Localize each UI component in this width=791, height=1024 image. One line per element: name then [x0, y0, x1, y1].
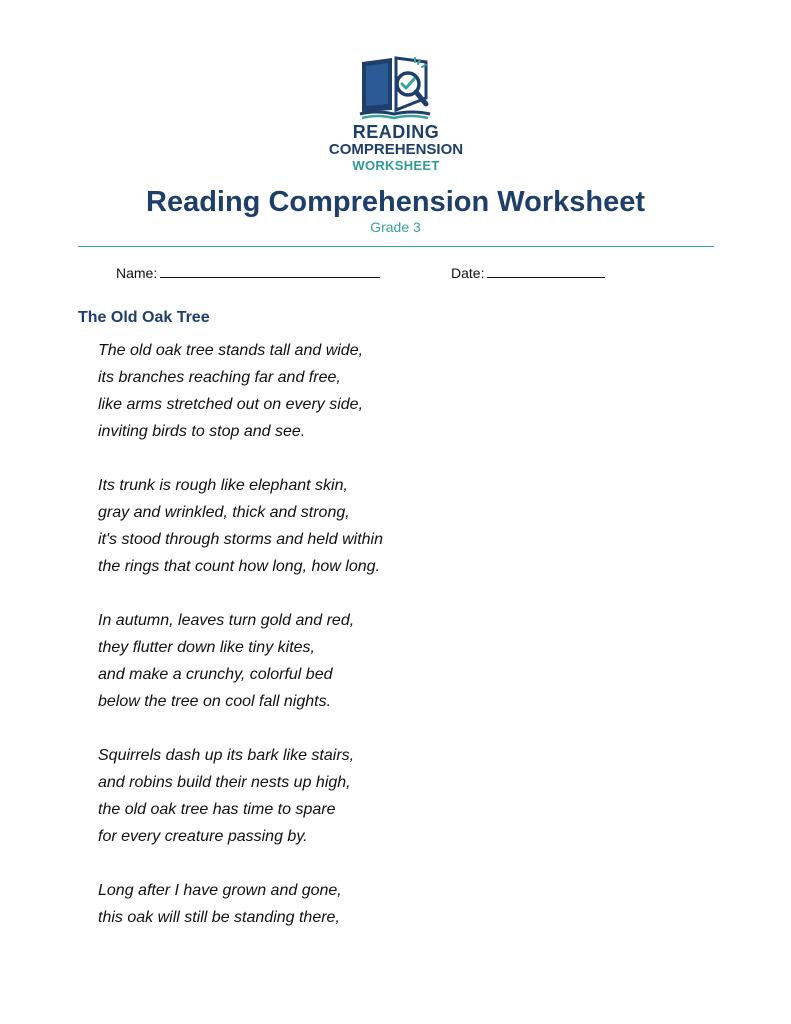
- poem-stanza: [98, 742, 698, 850]
- poem-line: it's stood through storms and held within: [98, 531, 383, 548]
- date-label: Date:: [451, 265, 485, 281]
- page-title: Reading Comprehension Worksheet: [146, 186, 645, 218]
- poem-line: like arms stretched out on every side,: [98, 396, 364, 413]
- poem-body: [98, 337, 698, 958]
- grade-subtitle: Grade 3: [370, 219, 421, 235]
- poem-line: they flutter down like tiny kites,: [98, 639, 315, 656]
- header-divider: [78, 246, 714, 247]
- poem-stanza: [98, 472, 698, 580]
- logo-text-worksheet: WORKSHEET: [352, 158, 440, 173]
- date-blank-line[interactable]: [487, 264, 605, 278]
- poem-line: this oak will still be standing there,: [98, 909, 340, 926]
- open-book-magnifier-icon: [356, 54, 436, 120]
- poem-line: and make a crunchy, colorful bed: [98, 666, 333, 683]
- name-label: Name:: [116, 265, 158, 281]
- poem-line: for every creature passing by.: [98, 828, 308, 845]
- poem-line: gray and wrinkled, thick and strong,: [98, 504, 350, 521]
- poem-stanza: [98, 607, 698, 715]
- poem-line: the rings that count how long, how long.: [98, 558, 380, 575]
- name-field: [116, 264, 380, 282]
- date-field: [451, 264, 605, 282]
- poem-line: Squirrels dash up its bark like stairs,: [98, 747, 355, 764]
- worksheet-logo: [318, 54, 474, 176]
- poem-line: the old oak tree has time to spare: [98, 801, 336, 818]
- logo-text-comprehension: COMPREHENSION: [328, 141, 464, 158]
- poem-line: Long after I have grown and gone,: [98, 882, 342, 899]
- logo-text-reading: READING: [352, 122, 440, 142]
- poem-stanza: [98, 877, 698, 931]
- poem-line: and robins build their nests up high,: [98, 774, 351, 791]
- poem-line: Its trunk is rough like elephant skin,: [98, 477, 348, 494]
- poem-line: its branches reaching far and free,: [98, 369, 341, 386]
- poem-line: below the tree on cool fall nights.: [98, 693, 332, 710]
- poem-line: inviting birds to stop and see.: [98, 423, 306, 440]
- poem-line: In autumn, leaves turn gold and red,: [98, 612, 355, 629]
- name-blank-line[interactable]: [160, 264, 380, 278]
- poem-title: The Old Oak Tree: [78, 309, 210, 326]
- poem-line: The old oak tree stands tall and wide,: [98, 342, 364, 359]
- poem-stanza: [98, 337, 698, 445]
